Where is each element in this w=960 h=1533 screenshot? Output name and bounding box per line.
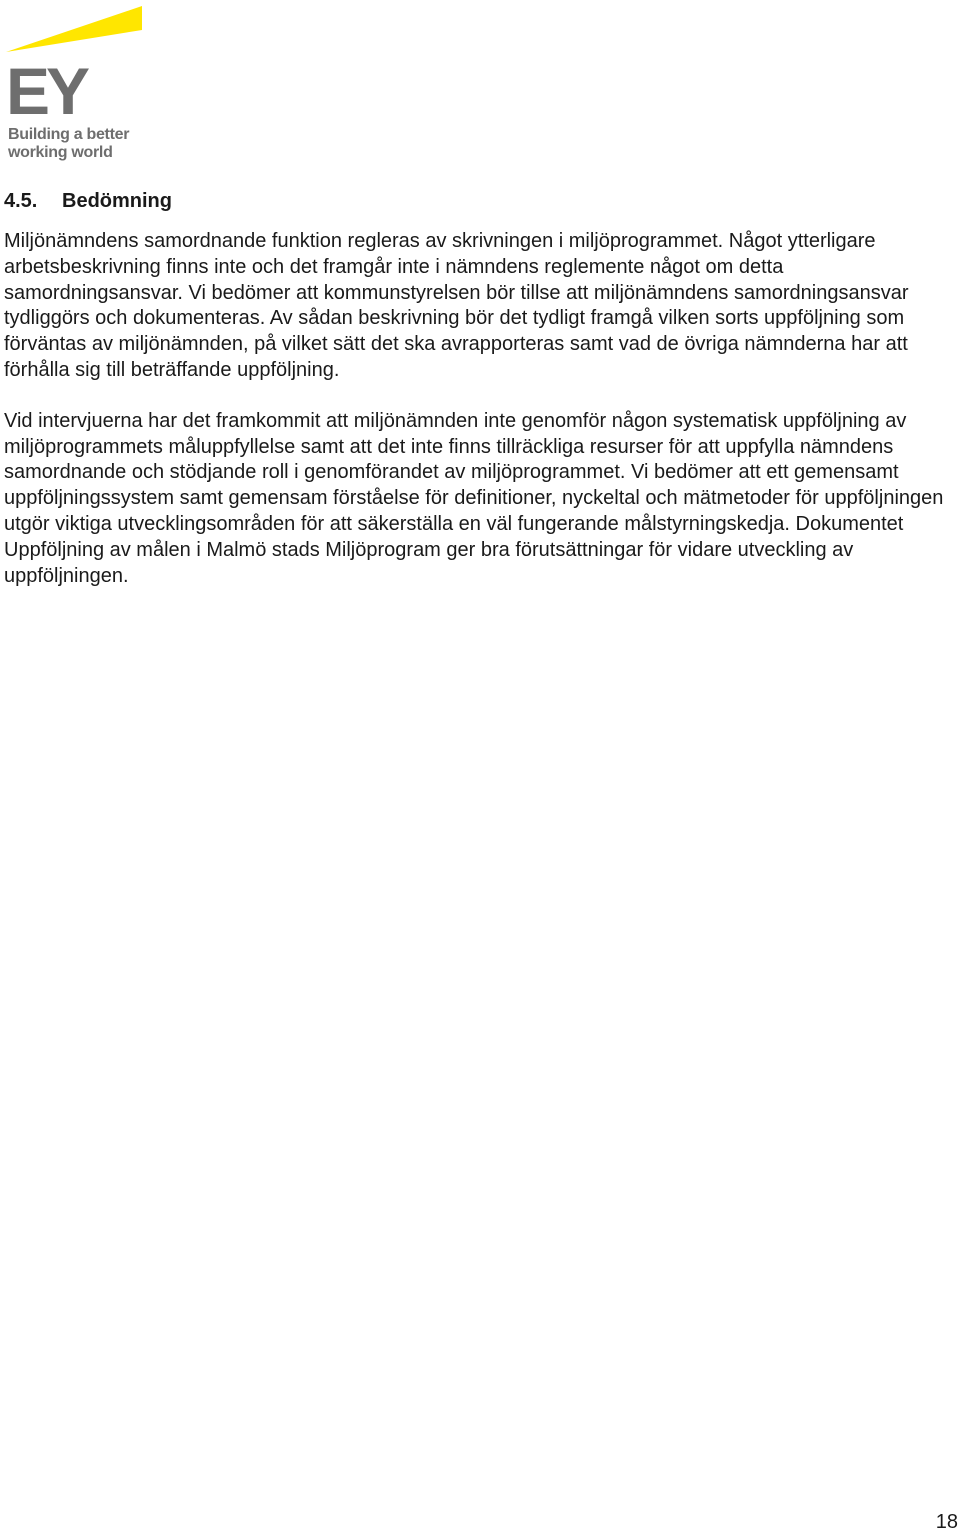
- page-number: 18: [935, 1511, 958, 1533]
- section-heading: [4, 190, 172, 213]
- logo-wordmark: EY: [6, 54, 87, 126]
- ey-logo: [6, 6, 146, 164]
- logo-tagline: [8, 126, 129, 162]
- section-title: Bedömning: [62, 190, 172, 212]
- ey-logo-mark: [6, 6, 146, 126]
- body-text: [4, 229, 949, 614]
- paragraph-2: Vid intervjuerna har det framkommit att miljönämnden inte genomför någon systematisk uppföljning av miljöprogrammets måluppfyllelse samt att det inte finns tillräckliga resurser för att uppfylla nämndens samordnande och stödjande roll i genomförandet av miljöprogrammet. Vi bedömer att ett gemensamt uppföljningssystem samt gemensam förståelse för definitioner, nyckeltal och mätmetoder för uppföljningen utgör viktiga utvecklingsområden för att säkerställa en väl fungerande målstyrningskedja. Dokumentet Uppföljning av målen i Malmö stads Miljöprogram ger bra förutsättningar för vidare utveckling av uppföljningen.: [4, 409, 944, 587]
- logo-tagline-line-2: working world: [8, 144, 113, 161]
- logo-tagline-line-1: Building a better: [8, 126, 130, 143]
- logo-beam: [6, 6, 142, 52]
- section-number: 4.5.: [4, 190, 38, 212]
- paragraph-1: Miljönämndens samordnande funktion regleras av skrivningen i miljöprogrammet. Något ytterligare arbetsbeskrivning finns inte och det framgår inte i nämndens reglemente något om detta samordningsansvar. Vi bedömer att kommunstyrelsen bör tillse att miljönämndens samordningsansvar tydliggörs och dokumenteras. Av sådan beskrivning bör det tydligt framgå vilken sorts uppföljning som förväntas av miljönämnden, på vilket sätt det ska avrapporteras samt vad de övriga nämnderna har att förhålla sig till beträffande uppföljning.: [4, 230, 909, 381]
